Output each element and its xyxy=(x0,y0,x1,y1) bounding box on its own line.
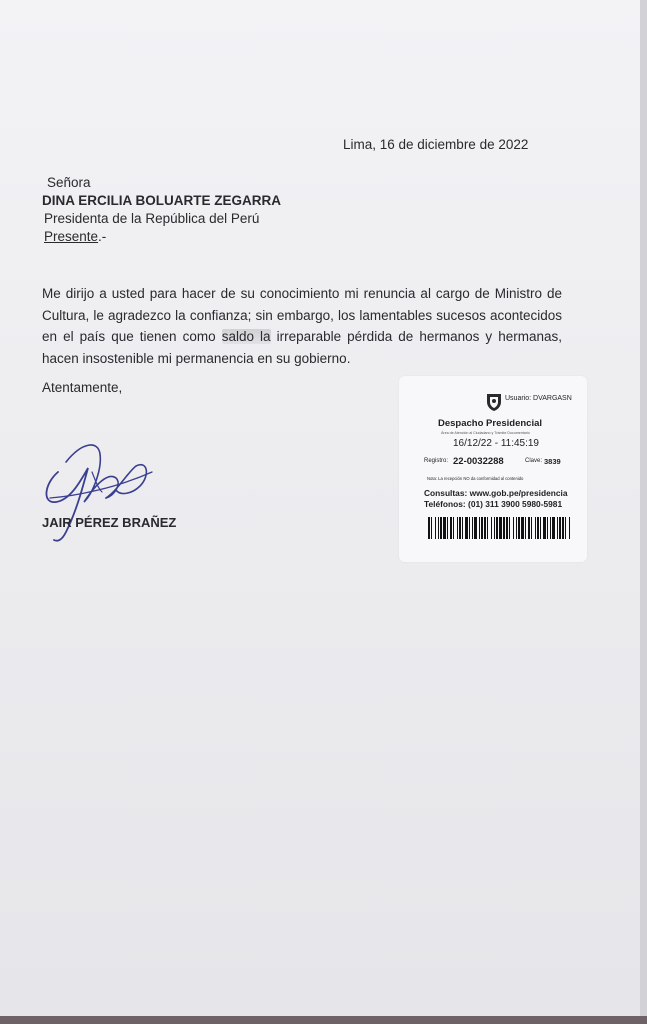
barcode-bar xyxy=(474,517,477,539)
stamp-usuario: Usuario: DVARGASN xyxy=(505,395,572,402)
body-part-2: irreparable pérdida de hermanos y hermanas, hacen insostenible mi permanencia en su gobierno. xyxy=(42,329,562,366)
barcode-bar xyxy=(543,517,546,539)
page-edge-bottom xyxy=(0,1016,647,1024)
barcode-bar xyxy=(450,517,452,539)
stamp-clave-value: 3839 xyxy=(544,457,561,466)
signer-name: JAIR PÉREZ BRAÑEZ xyxy=(42,515,177,530)
barcode-bar xyxy=(462,517,463,539)
stamp-registro-value: 22-0032288 xyxy=(453,456,504,467)
closing: Atentamente, xyxy=(42,380,123,395)
barcode-bar xyxy=(531,517,532,539)
barcode-bar xyxy=(459,517,461,539)
barcode-bar xyxy=(487,517,488,539)
barcode-bar xyxy=(537,517,539,539)
barcode-bar xyxy=(509,517,510,539)
barcode-bar xyxy=(438,517,439,539)
presente-line xyxy=(44,228,106,246)
barcode-bar xyxy=(479,517,480,539)
body-highlight: saldo la xyxy=(221,329,271,344)
barcode xyxy=(428,517,570,539)
barcode-bar xyxy=(516,517,517,539)
barcode-bar xyxy=(569,517,570,539)
barcode-bar xyxy=(550,517,551,539)
stamp-clave-label: Clave: xyxy=(525,458,543,464)
barcode-bar xyxy=(431,517,432,539)
recipient-name: DINA ERCILIA BOLUARTE ZEGARRA xyxy=(42,193,281,208)
barcode-bar xyxy=(557,517,558,539)
stamp-office: Despacho Presidencial xyxy=(438,418,543,429)
barcode-bar xyxy=(494,517,495,539)
presente-word: Presente xyxy=(44,229,99,244)
stamp-datetime: 16/12/22 - 11:45:19 xyxy=(453,438,539,449)
barcode-bar xyxy=(528,517,530,539)
barcode-bar xyxy=(481,517,483,539)
letter-body xyxy=(42,283,562,369)
barcode-bar xyxy=(435,517,436,539)
barcode-bar xyxy=(565,517,566,539)
barcode-bar xyxy=(453,517,454,539)
barcode-bar xyxy=(513,517,514,539)
stamp-registro-label: Registro: xyxy=(424,458,449,464)
barcode-bar xyxy=(525,517,526,539)
stamp-telefonos: Teléfonos: (01) 311 3900 5980-5981 xyxy=(424,499,563,509)
barcode-bar xyxy=(521,517,524,539)
barcode-bar xyxy=(552,517,555,539)
barcode-bar xyxy=(506,517,508,539)
barcode-bar xyxy=(469,517,470,539)
stamp-note: Nota: La recepción NO da conformidad al contenido xyxy=(427,476,524,481)
barcode-bar xyxy=(547,517,548,539)
barcode-bar xyxy=(447,517,448,539)
barcode-bar xyxy=(559,517,561,539)
barcode-bar xyxy=(535,517,536,539)
barcode-bar xyxy=(540,517,541,539)
salutation: Señora xyxy=(47,175,91,190)
barcode-bar xyxy=(518,517,520,539)
stamp-subtitle: Área de Atención al Ciudadano y Trámite Documentario xyxy=(441,431,530,435)
barcode-bar xyxy=(499,517,502,539)
presente-suffix: .- xyxy=(98,229,107,244)
body-part-1: Me dirijo a usted para hacer de su conocimiento mi renuncia al cargo de Ministro de Cultura, le agradezco la confianza; sin embargo, los lamentables sucesos acontecidos en el país que tienen como xyxy=(42,286,562,344)
coat-of-arms-icon xyxy=(485,392,503,412)
page-edge-right xyxy=(640,0,647,1016)
recipient-title: Presidenta de la República del Perú xyxy=(44,211,260,226)
barcode-bar xyxy=(428,517,430,539)
stamp-consultas: Consultas: www.gob.pe/presidencia xyxy=(424,488,568,498)
barcode-bar xyxy=(496,517,498,539)
barcode-bar xyxy=(440,517,442,539)
place-date: Lima, 16 de diciembre de 2022 xyxy=(343,137,529,152)
barcode-bar xyxy=(457,517,458,539)
barcode-bar xyxy=(443,517,446,539)
barcode-bar xyxy=(503,517,505,539)
barcode-bar xyxy=(562,517,564,539)
barcode-bar xyxy=(465,517,468,539)
barcode-bar xyxy=(491,517,492,539)
barcode-bar xyxy=(472,517,473,539)
barcode-bar xyxy=(484,517,486,539)
